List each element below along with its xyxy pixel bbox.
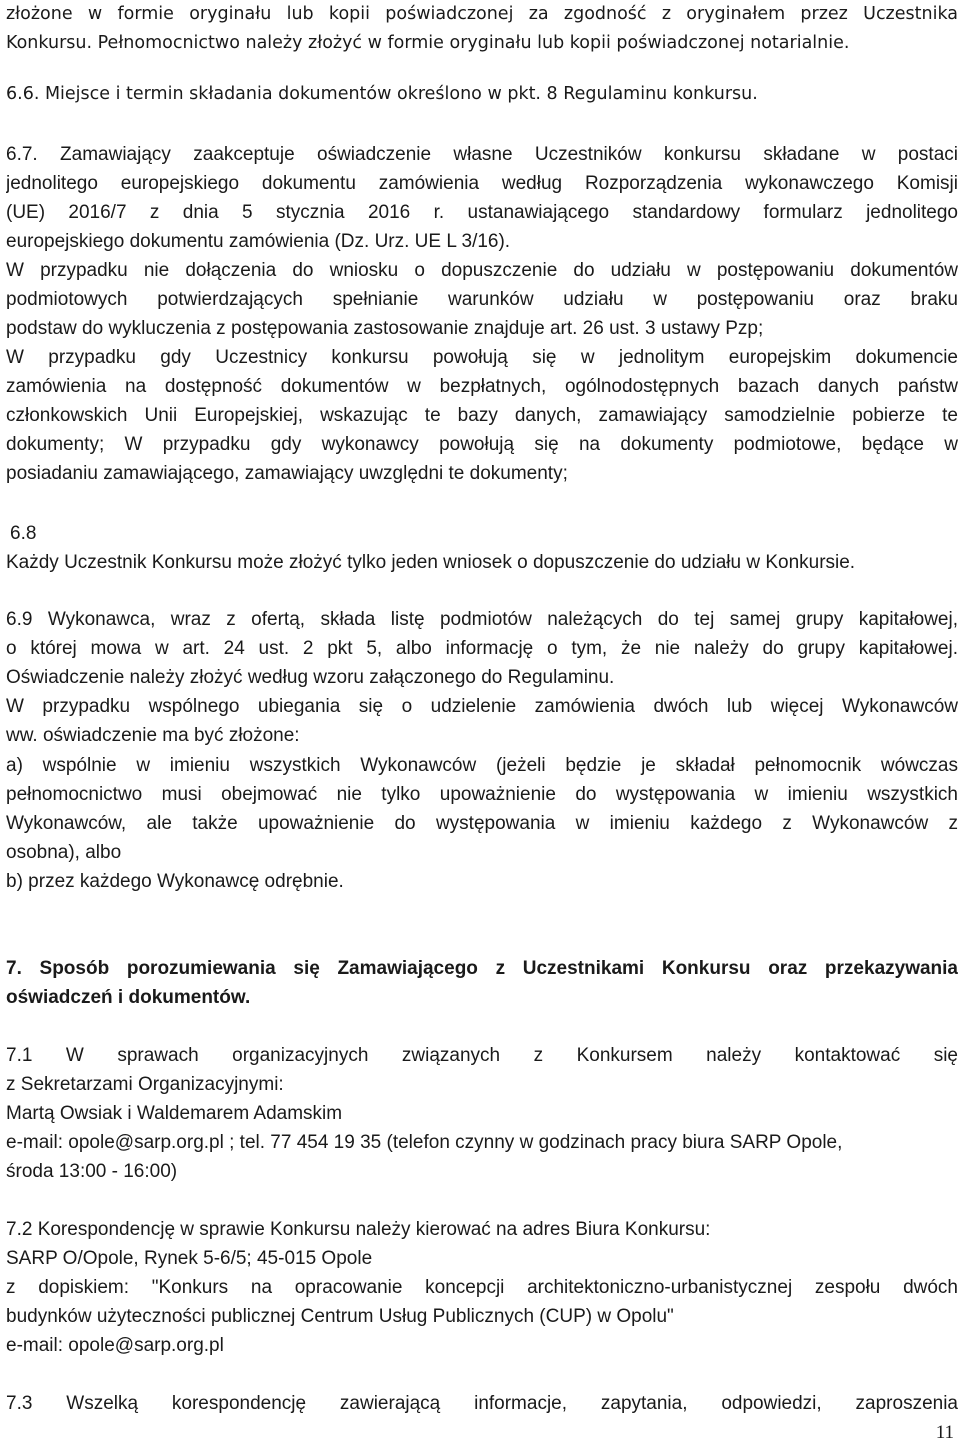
intro-line-2: Konkursu. Pełnomocnictwo należy złożyć w formie oryginału lub kopii poświadczonej notarialnie. [6,33,850,53]
paragraph-6-9-line: osobna), albo [6,842,122,863]
paragraph-6-7-line: posiadaniu zamawiającego, zamawiający uwzględni te dokumenty; [6,463,568,484]
paragraph-6-7-line: podmiotowych potwierdzających spełnianie warunków udziału w postępowaniu oraz braku [6,289,958,310]
paragraph-7-1-line: środa 13:00 - 16:00) [6,1161,178,1182]
paragraph-7-2-line: 7.2 Korespondencję w sprawie Konkursu należy kierować na adres Biura Konkursu: [6,1219,711,1240]
paragraph-7-1-line: e-mail: opole@sarp.org.pl ; tel. 77 454 19 35 (telefon czynny w godzinach pracy biura SARP Opole, [6,1132,843,1153]
paragraph-7-2-line: z dopiskiem: "Konkurs na opracowanie koncepcji architektoniczno-urbanistycznej zespołu dwóch [6,1277,958,1298]
paragraph-6-7-line: zamówienia na dostępność dokumentów w bezpłatnych, ogólnodostępnych bazach danych państw [6,376,958,397]
paragraph-6-7-line: W przypadku gdy Uczestnicy konkursu powołują się w jednolitym europejskim dokumencie [6,347,958,368]
paragraph-7-1-line: 7.1 W sprawach organizacyjnych związanych z Konkursem należy kontaktować się [6,1045,958,1066]
paragraph-7-1-line: Martą Owsiak i Waldemarem Adamskim [6,1103,343,1124]
paragraph-6-7-line: podstaw do wykluczenia z postępowania zastosowanie znajduje art. 26 ust. 3 ustawy Pzp; [6,318,764,339]
paragraph-6-8-text: Każdy Uczestnik Konkursu może złożyć tylko jeden wniosek o dopuszczenie do udziału w Konkursie. [6,552,856,573]
paragraph-6-9-line: b) przez każdego Wykonawcę odrębnie. [6,871,344,892]
paragraph-6-8-number: 6.8 [10,523,37,544]
page-number: 11 [935,1422,954,1443]
paragraph-7-3-line: 7.3 Wszelką korespondencję zawierającą informacje, zapytania, odpowiedzi, zaproszenia [6,1393,958,1414]
paragraph-6-7-line: 6.7. Zamawiający zaakceptuje oświadczenie własne Uczestników konkursu składane w postaci [6,144,958,165]
paragraph-6-6: 6.6. Miejsce i termin składania dokumentów określono w pkt. 8 Regulaminu konkursu. [6,84,758,104]
paragraph-6-7-line: dokumenty; W przypadku gdy wykonawcy powołują się na dokumenty podmiotowe, będące w [6,434,958,455]
paragraph-7-1-line: z Sekretarzami Organizacyjnymi: [6,1074,284,1095]
paragraph-6-7-line: europejskiego dokumentu zamówienia (Dz. Urz. UE L 3/16). [6,231,511,252]
paragraph-6-9-line: pełnomocnictwo musi obejmować nie tylko upoważnienie do występowania w imieniu wszystkich [6,784,958,805]
paragraph-7-2-line: SARP O/Opole, Rynek 5-6/5; 45-015 Opole [6,1248,373,1269]
section-7-heading: 7. Sposób porozumiewania się Zamawiającego z Uczestnikami Konkursu oraz przekazywania [6,958,958,979]
paragraph-6-7-line: jednolitego europejskiego dokumentu zamówienia według Rozporządzenia wykonawczego Komisji [6,173,958,194]
intro-line-1: złożone w formie oryginału lub kopii poświadczonej za zgodność z oryginałem przez Uczestnika [6,4,958,24]
paragraph-6-7-line: członkowskich Unii Europejskiej, wskazując te bazy danych, zamawiający samodzielnie pobierze te [6,405,958,426]
paragraph-6-9-line: 6.9 Wykonawca, wraz z ofertą, składa listę podmiotów należących do tej samej grupy kapitałowej, [6,609,958,630]
paragraph-6-9-line: o której mowa w art. 24 ust. 2 pkt 5, albo informację o tym, że nie należy do grupy kapitałowej. [6,638,958,659]
paragraph-7-2-line: e-mail: opole@sarp.org.pl [6,1335,224,1356]
paragraph-6-9-line: a) wspólnie w imieniu wszystkich Wykonawców (jeżeli będzie je składał pełnomocnik wówczas [6,755,958,776]
paragraph-7-2-line: budynków użyteczności publicznej Centrum Usług Publicznych (CUP) w Opolu" [6,1306,674,1327]
paragraph-6-9-line: W przypadku wspólnego ubiegania się o udzielenie zamówienia dwóch lub więcej Wykonawców [6,696,958,717]
paragraph-6-7-line: (UE) 2016/7 z dnia 5 stycznia 2016 r. ustanawiającego standardowy formularz jednolitego [6,202,958,223]
paragraph-6-9-line: ww. oświadczenie ma być złożone: [6,725,300,746]
paragraph-6-9-line: Oświadczenie należy złożyć według wzoru załączonego do Regulaminu. [6,667,615,688]
section-7-heading: oświadczeń i dokumentów. [6,987,251,1008]
paragraph-6-7-line: W przypadku nie dołączenia do wniosku o dopuszczenie do udziału w postępowaniu dokumentów [6,260,958,281]
paragraph-6-9-line: Wykonawców, ale także upoważnienie do występowania w imieniu każdego z Wykonawców z [6,813,958,834]
